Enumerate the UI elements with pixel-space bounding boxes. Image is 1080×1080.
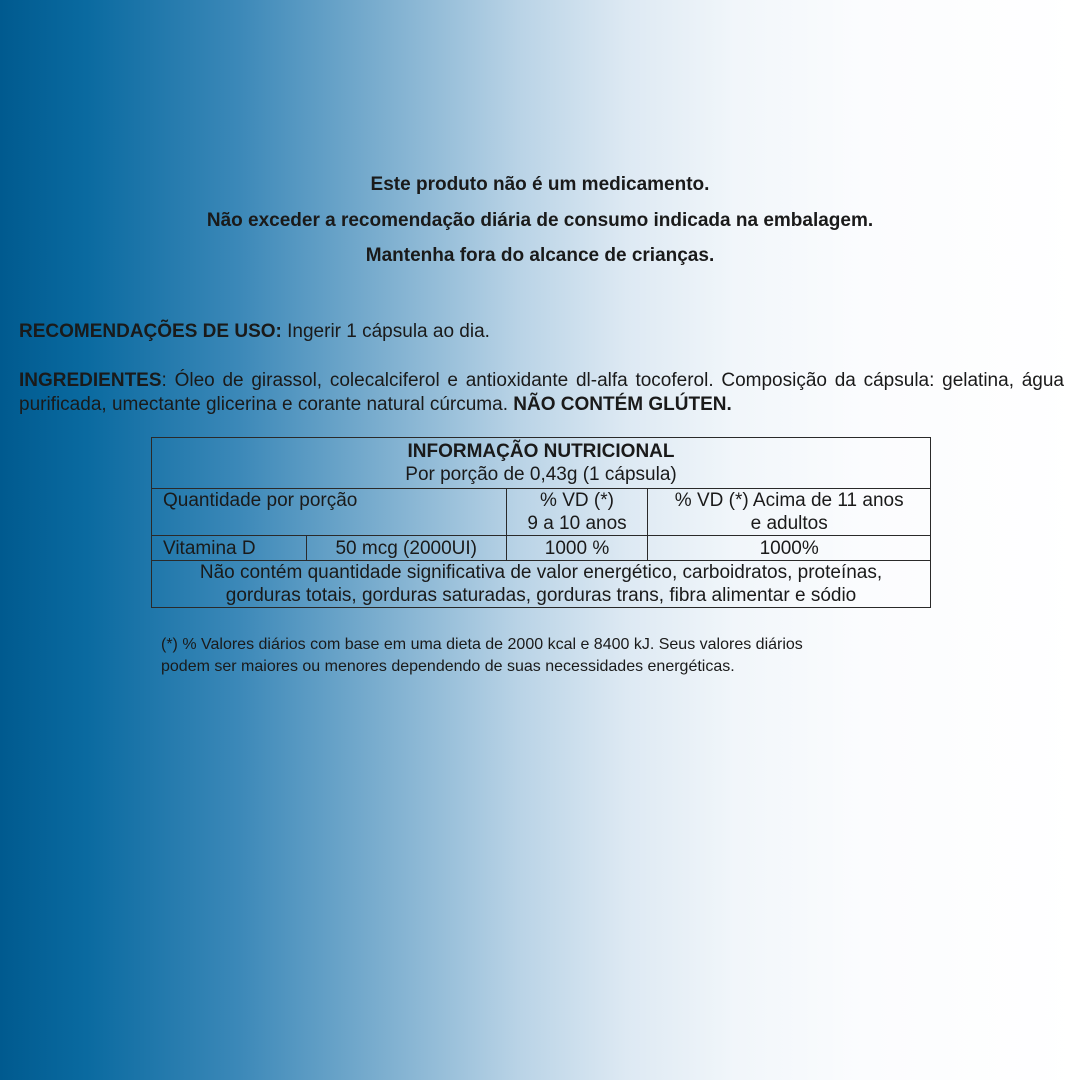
header-vd-children-line2: 9 a 10 anos xyxy=(527,513,627,534)
nutrition-footer-line1: Não contém quantidade significativa de valor energético, carboidratos, proteínas, xyxy=(199,562,883,583)
nutrition-facts-table xyxy=(151,437,931,608)
usage-label: RECOMENDAÇÕES DE USO: xyxy=(19,321,282,342)
nutrient-name: Vitamina D xyxy=(152,536,307,561)
nutrient-vd-adults: 1000% xyxy=(648,536,931,561)
nutrient-amount: 50 mcg (2000UI) xyxy=(306,536,506,561)
header-vd-adults-line1: % VD (*) Acima de 11 anos xyxy=(674,490,904,511)
header-vd-children xyxy=(506,489,648,536)
nutrition-title-cell xyxy=(152,438,931,489)
warning-daily-limit: Não exceder a recomendação diária de consumo indicada na embalagem. xyxy=(206,209,874,231)
header-quantity: Quantidade por porção xyxy=(152,489,507,536)
header-vd-children-line1: % VD (*) xyxy=(540,490,614,511)
header-vd-adults xyxy=(648,489,931,536)
warnings-block xyxy=(0,172,1080,279)
nutrition-portion: Por porção de 0,43g (1 cápsula) xyxy=(405,464,677,485)
ingredients-paragraph xyxy=(19,369,1064,417)
ingredients-label: INGREDIENTES xyxy=(19,370,162,391)
daily-values-footnote xyxy=(161,634,921,678)
header-vd-adults-line2: e adultos xyxy=(750,513,828,534)
footnote-line1: (*) % Valores diários com base em uma dieta de 2000 kcal e 8400 kJ. Seus valores diários xyxy=(161,636,803,653)
gluten-free-notice: NÃO CONTÉM GLÚTEN. xyxy=(513,394,732,415)
nutrient-vd-children: 1000 % xyxy=(506,536,648,561)
footnote-line2: podem ser maiores ou menores dependendo de suas necessidades energéticas. xyxy=(161,658,735,675)
warning-children: Mantenha fora do alcance de crianças. xyxy=(365,245,715,266)
nutrition-title: INFORMAÇÃO NUTRICIONAL xyxy=(407,441,675,462)
warning-not-medicine: Este produto não é um medicamento. xyxy=(370,174,710,195)
ingredients-text: : Óleo de girassol, colecalciferol e antioxidante dl-alfa tocoferol. Composição da cápsula: gelatina, água purificada, umectante glicerina e corante natural cúrcuma. xyxy=(19,370,1064,415)
usage-recommendation xyxy=(19,320,490,344)
nutrition-footer-line2: gorduras totais, gorduras saturadas, gorduras trans, fibra alimentar e sódio xyxy=(225,585,857,606)
usage-text: Ingerir 1 cápsula ao dia. xyxy=(281,321,490,342)
nutrition-footer xyxy=(152,561,931,608)
table-row xyxy=(152,536,931,561)
